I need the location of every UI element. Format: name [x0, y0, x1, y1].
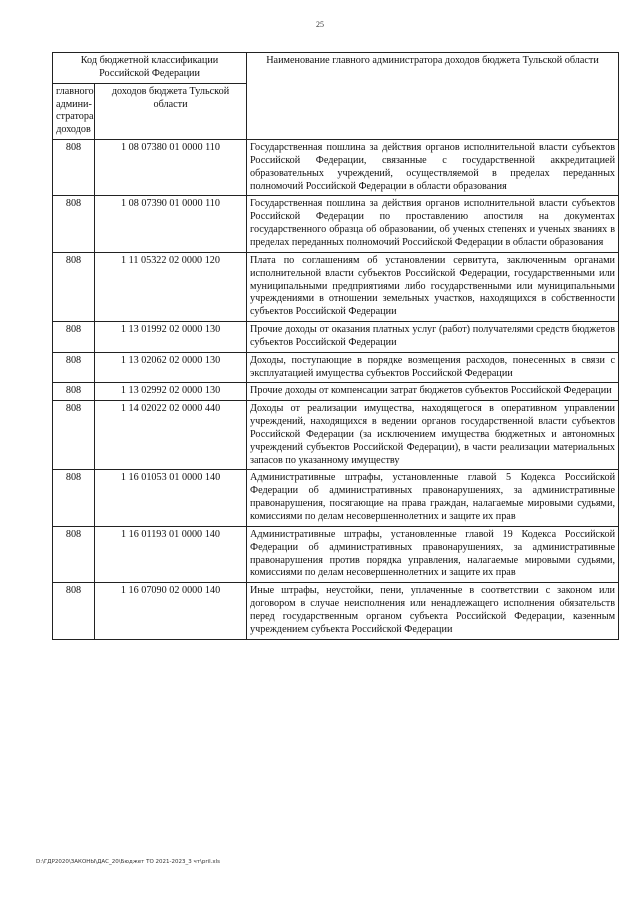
- footer-file-path: D:\ГДР2020\ЗАКОНЫ\ДАС_20\Бюджет ТО 2021-2023_3 чт\pril.xls: [36, 859, 221, 865]
- page-number: 25: [316, 20, 324, 29]
- revenue-name-cell: Административные штрафы, установленные главой 5 Кодекса Российской Федерации об административных правонарушениях, за административные правонарушения, посягающие на права граждан, налагаемые мировыми судьями, комиссиями по делам несовершеннолетних и защите их прав: [247, 470, 619, 526]
- table-row: [53, 140, 619, 196]
- admin-code-cell: 808: [53, 352, 95, 383]
- budget-classification-table: [52, 52, 619, 640]
- admin-code-cell: 808: [53, 470, 95, 526]
- revenue-name-cell: Прочие доходы от компенсации затрат бюджетов субъектов Российской Федерации: [247, 383, 619, 401]
- table-row: [53, 383, 619, 401]
- admin-code-cell: 808: [53, 196, 95, 252]
- revenue-code-cell: 1 16 01193 01 0000 140: [95, 526, 247, 582]
- table-row: [53, 196, 619, 252]
- table-header-row: [53, 53, 619, 84]
- header-admin-column: главного админи-стратора доходов: [53, 83, 95, 139]
- revenue-code-cell: 1 16 01053 01 0000 140: [95, 470, 247, 526]
- table-row: [53, 252, 619, 321]
- table-row: [53, 583, 619, 639]
- revenue-name-cell: Государственная пошлина за действия органов исполнительной власти субъектов Российской Федерации по проставлению апостиля на документах государственного образца об образовании, об ученых степенях и ученых званиях в пределах переданных полномочий Российской Федерации в области образования: [247, 196, 619, 252]
- admin-code-cell: 808: [53, 383, 95, 401]
- admin-code-cell: 808: [53, 526, 95, 582]
- revenue-name-cell: Административные штрафы, установленные главой 19 Кодекса Российской Федерации об административных правонарушениях, за административные правонарушения против порядка управления, налагаемые мировыми судьями, комиссиями по делам несовершеннолетних и защите их прав: [247, 526, 619, 582]
- admin-code-cell: 808: [53, 583, 95, 639]
- revenue-code-cell: 1 16 07090 02 0000 140: [95, 583, 247, 639]
- header-code-group: Код бюджетной классификации Российской Федерации: [53, 53, 247, 84]
- admin-code-cell: 808: [53, 140, 95, 196]
- table-row: [53, 526, 619, 582]
- table-row: [53, 352, 619, 383]
- revenue-code-cell: 1 13 02062 02 0000 130: [95, 352, 247, 383]
- revenue-name-cell: Государственная пошлина за действия органов исполнительной власти субъектов Российской Федерации, связанные с государственной аккредитацией образовательных учреждений, осуществляемой в пределах переданных полномочий Российской Федерации в области образования: [247, 140, 619, 196]
- revenue-name-cell: Доходы от реализации имущества, находящегося в оперативном управлении учреждений, находящихся в ведении органов государственной власти субъектов Российской Федерации (за исключением имущества бюджетных и автономных учреждений субъектов Российской Федерации), в части реализации материальных запасов по указанному имуществу: [247, 401, 619, 470]
- revenue-name-cell: Иные штрафы, неустойки, пени, уплаченные в соответствии с законом или договором в случае неисполнения или ненадлежащего исполнения обязательств перед государственным органом субъекта Российской Федерации, казенным учреждением субъекта Российской Федерации: [247, 583, 619, 639]
- admin-code-cell: 808: [53, 322, 95, 353]
- revenue-code-cell: 1 08 07380 01 0000 110: [95, 140, 247, 196]
- table-row: [53, 401, 619, 470]
- revenue-name-cell: Доходы, поступающие в порядке возмещения расходов, понесенных в связи с эксплуатацией имущества субъектов Российской Федерации: [247, 352, 619, 383]
- revenue-code-cell: 1 14 02022 02 0000 440: [95, 401, 247, 470]
- table-row: [53, 470, 619, 526]
- revenue-code-cell: 1 08 07390 01 0000 110: [95, 196, 247, 252]
- revenue-name-cell: Плата по соглашениям об установлении сервитута, заключенным органами исполнительной власти субъектов Российской Федерации, государственными или муниципальными предприятиями либо государственными или муниципальными учреждениями в отношении земельных участков, находящихся в собственности субъектов Российской Федерации: [247, 252, 619, 321]
- revenue-code-cell: 1 11 05322 02 0000 120: [95, 252, 247, 321]
- header-name-column: Наименование главного администратора доходов бюджета Тульской области: [247, 53, 619, 140]
- revenue-code-cell: 1 13 02992 02 0000 130: [95, 383, 247, 401]
- revenue-code-cell: 1 13 01992 02 0000 130: [95, 322, 247, 353]
- revenue-name-cell: Прочие доходы от оказания платных услуг (работ) получателями средств бюджетов субъектов Российской Федерации: [247, 322, 619, 353]
- admin-code-cell: 808: [53, 401, 95, 470]
- header-revenue-column: доходов бюджета Тульской области: [95, 83, 247, 139]
- admin-code-cell: 808: [53, 252, 95, 321]
- table-row: [53, 322, 619, 353]
